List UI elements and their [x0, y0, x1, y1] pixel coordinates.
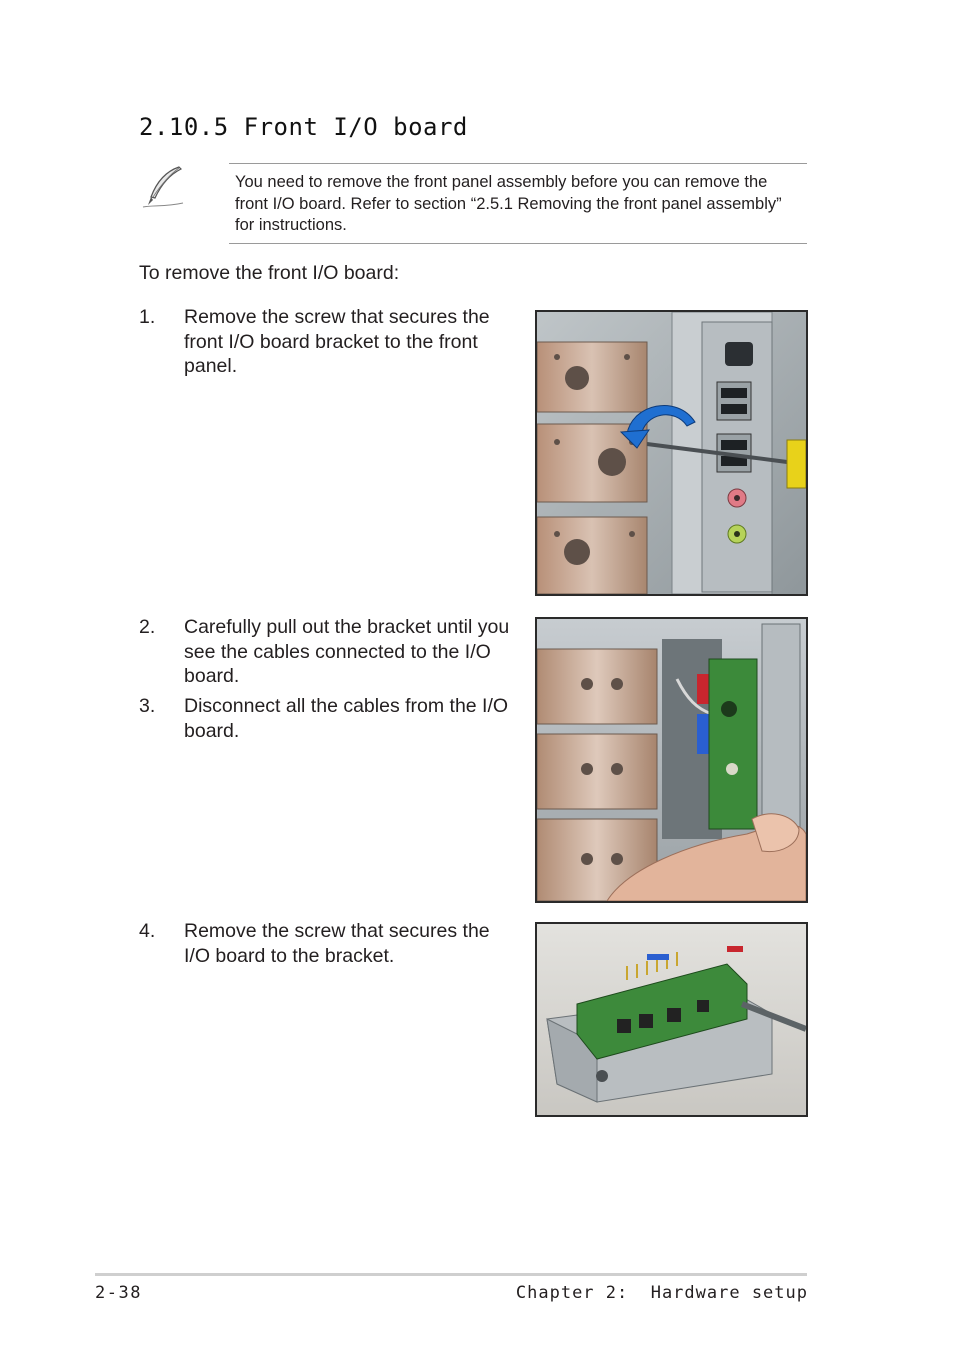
step-2-text: Carefully pull out the bracket until you see the cables connected to the I/O board.: [184, 616, 510, 687]
step-3-text: Disconnect all the cables from the I/O board.: [184, 695, 509, 742]
note-bottom-rule: [229, 243, 807, 244]
step-2-number: 2.: [139, 616, 156, 638]
step-4-text: Remove the screw that secures the I/O board to the bracket.: [184, 920, 490, 967]
photo-remove-bracket-screw: [535, 310, 808, 596]
note-text: You need to remove the front panel assembly before you can remove the front I/O board. Refer to section “2.5.1 Removing the front panel assembly” for instructions.: [235, 173, 782, 234]
note-top-rule: [229, 163, 807, 164]
page-number: 2-38: [95, 1283, 142, 1303]
step-1-text: Remove the screw that secures the front I/O board bracket to the front panel.: [184, 306, 490, 377]
step-3-number: 3.: [139, 695, 156, 717]
intro-text: To remove the front I/O board:: [139, 262, 400, 284]
footer-rule: [95, 1273, 807, 1276]
step-4-number: 4.: [139, 920, 156, 942]
photo-pull-out-bracket: [535, 617, 808, 903]
step-1-number: 1.: [139, 306, 156, 328]
chapter-title: Chapter 2: Hardware setup: [515, 1283, 808, 1303]
photo-remove-board-screw: [535, 922, 808, 1117]
section-title: 2.10.5 Front I/O board: [139, 113, 468, 141]
feather-pen-icon: [139, 163, 187, 211]
